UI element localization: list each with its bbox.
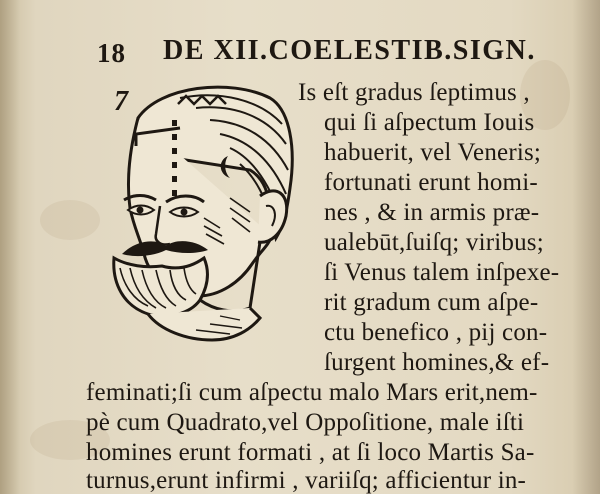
page-edge-shadow [572, 0, 600, 494]
body-line: habuerit, vel Veneris; [324, 139, 542, 166]
running-title: DE XII.COELESTIB.SIGN. [163, 34, 536, 66]
body-line: rit gradum cum aſpe- [324, 289, 539, 316]
body-line: turnus,erunt infirmi , variiſq; afficientur in- [86, 467, 527, 494]
running-head [0, 30, 600, 70]
page-number: 18 [97, 38, 126, 68]
body-line: ſi Venus talem inſpexe- [324, 259, 560, 286]
body-line: ualebūt,ſuiſq; viribus; [324, 229, 544, 256]
body-line: Is eſt gradus ſeptimus , [298, 79, 530, 106]
body-line: ctu benefico , pij con- [324, 319, 548, 346]
degree-marker: 7 [114, 86, 128, 117]
body-line: ſurgent homines,& ef- [324, 349, 550, 376]
body-line: fortunati erunt homi- [324, 169, 538, 196]
body-line: pè cum Quadrato,vel Oppoſitione, male iſti [86, 409, 525, 436]
body-line: qui ſi aſpectum Iouis [324, 109, 535, 136]
woodcut-head-with-crescent-icon [100, 78, 300, 348]
body-line: homines erunt formati , at ſi loco Martis Sa- [86, 439, 535, 466]
page-gutter-shadow [0, 0, 20, 494]
paper-stain [40, 200, 100, 240]
body-line: nes , & in armis præ- [324, 199, 540, 226]
body-line: feminati;ſi cum aſpectu malo Mars erit,nem- [86, 379, 538, 406]
